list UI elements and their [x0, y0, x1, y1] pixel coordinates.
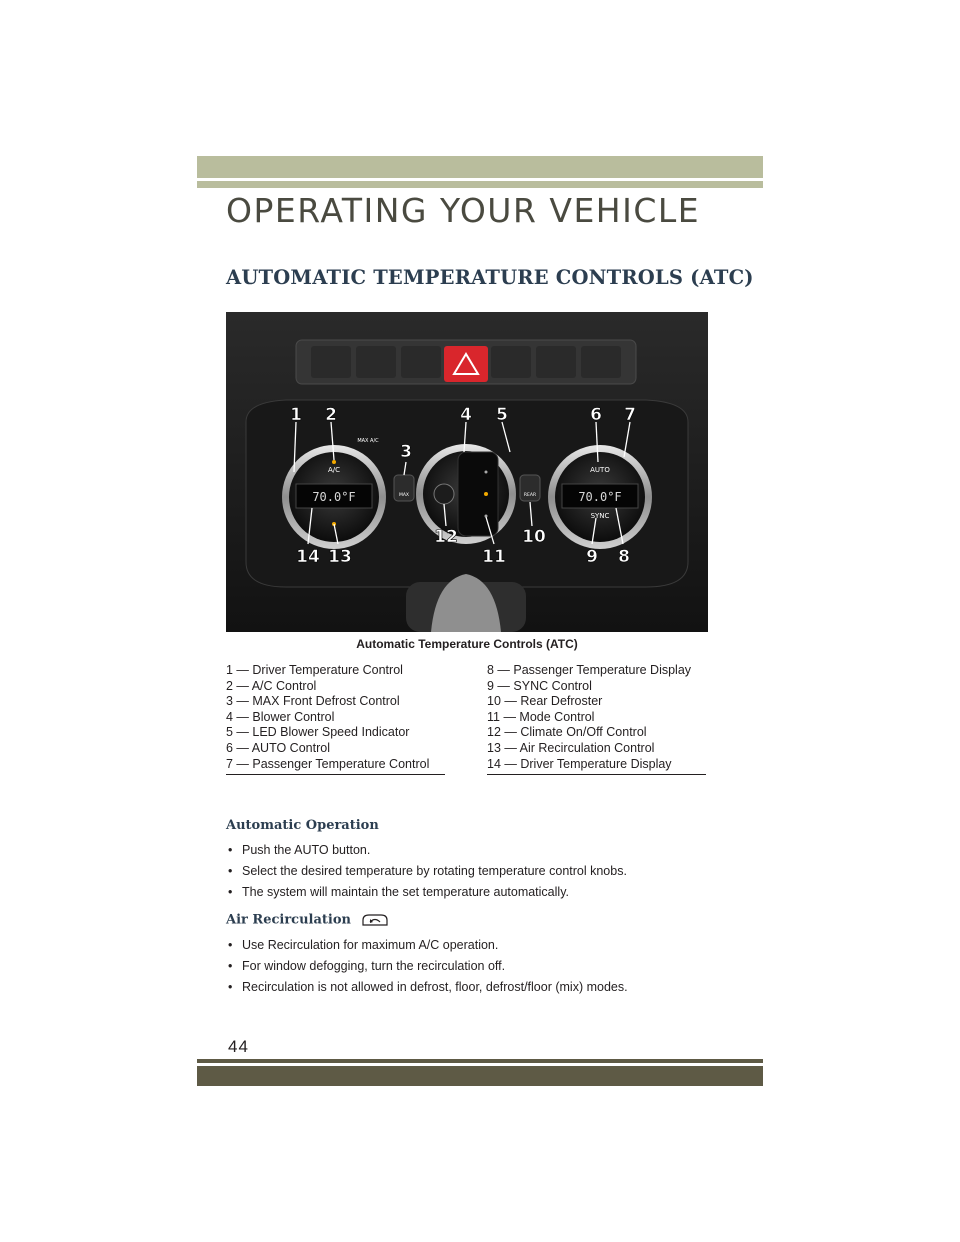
- callout-10: 10: [522, 527, 546, 547]
- max-ac-label: MAX A/C: [357, 438, 379, 444]
- list-item: • For window defogging, turn the recirculation off.: [228, 959, 506, 973]
- callout-5: 5: [496, 405, 508, 425]
- driver-temp-readout: 70.0°F: [312, 490, 356, 504]
- legend-item: 11 — Mode Control: [487, 709, 595, 724]
- list-item: • Recirculation is not allowed in defrost, floor, defrost/floor (mix) modes.: [228, 980, 628, 994]
- footer-band: [197, 1066, 763, 1086]
- ac-label: A/C: [327, 466, 341, 474]
- automatic-operation-list: [226, 840, 766, 903]
- legend-item: 6 — AUTO Control: [226, 740, 330, 755]
- callout-14: 14: [296, 547, 320, 567]
- sync-label: SYNC: [590, 512, 610, 520]
- legend-item: 12 — Climate On/Off Control: [487, 725, 647, 740]
- list-item: • Select the desired temperature by rotating temperature control knobs.: [228, 864, 627, 878]
- page-number: 44: [228, 1037, 249, 1056]
- callout-1: 1: [290, 405, 302, 425]
- legend-item: 14 — Driver Temperature Display: [487, 756, 672, 771]
- legend-left: [226, 663, 445, 775]
- legend-item: 4 — Blower Control: [226, 709, 335, 724]
- list-item: • Push the AUTO button.: [228, 843, 371, 857]
- automatic-operation-heading: Automatic Operation: [226, 818, 379, 833]
- air-recirculation-heading: Air Recirculation: [226, 912, 390, 928]
- callout-12: 12: [434, 527, 458, 547]
- callout-11: 11: [482, 547, 506, 567]
- legend-item: 9 — SYNC Control: [487, 678, 592, 693]
- header-band: [197, 156, 763, 178]
- legend-item: 2 — A/C Control: [226, 678, 317, 693]
- section-title: AUTOMATIC TEMPERATURE CONTROLS (ATC): [226, 266, 754, 289]
- callout-9: 9: [586, 547, 598, 567]
- list-item: • Use Recirculation for maximum A/C operation.: [228, 938, 499, 952]
- callout-3: 3: [400, 442, 412, 462]
- legend-item: 8 — Passenger Temperature Display: [487, 663, 692, 677]
- rear-label: REAR: [523, 493, 537, 498]
- legend-item: 13 — Air Recirculation Control: [487, 740, 655, 755]
- footer-rule: [197, 1059, 763, 1063]
- passenger-temp-readout: 70.0°F: [578, 490, 622, 504]
- callout-6: 6: [590, 405, 602, 425]
- callout-4: 4: [460, 405, 472, 425]
- legend-item: 3 — MAX Front Defrost Control: [226, 694, 400, 709]
- figure-caption: Automatic Temperature Controls (ATC): [356, 637, 578, 651]
- atc-photo: [226, 312, 708, 632]
- callout-13: 13: [328, 547, 352, 567]
- callout-7: 7: [624, 405, 636, 425]
- callout-8: 8: [618, 547, 630, 567]
- callout-2: 2: [325, 405, 337, 425]
- max-label: MAX: [398, 493, 410, 498]
- list-item: • The system will maintain the set temperature automatically.: [228, 885, 569, 899]
- air-recirculation-list: [226, 935, 766, 998]
- header-rule: [197, 181, 763, 188]
- auto-label: AUTO: [590, 466, 610, 474]
- hazard-button: [444, 346, 488, 382]
- legend-item: 1 — Driver Temperature Control: [226, 663, 403, 677]
- legend-item: 7 — Passenger Temperature Control: [226, 756, 430, 771]
- legend-item: 10 — Rear Defroster: [487, 694, 603, 709]
- legend-item: 5 — LED Blower Speed Indicator: [226, 725, 410, 740]
- recirculation-icon: [360, 912, 390, 928]
- chapter-title: OPERATING YOUR VEHICLE: [226, 191, 701, 230]
- legend-right: [487, 663, 706, 775]
